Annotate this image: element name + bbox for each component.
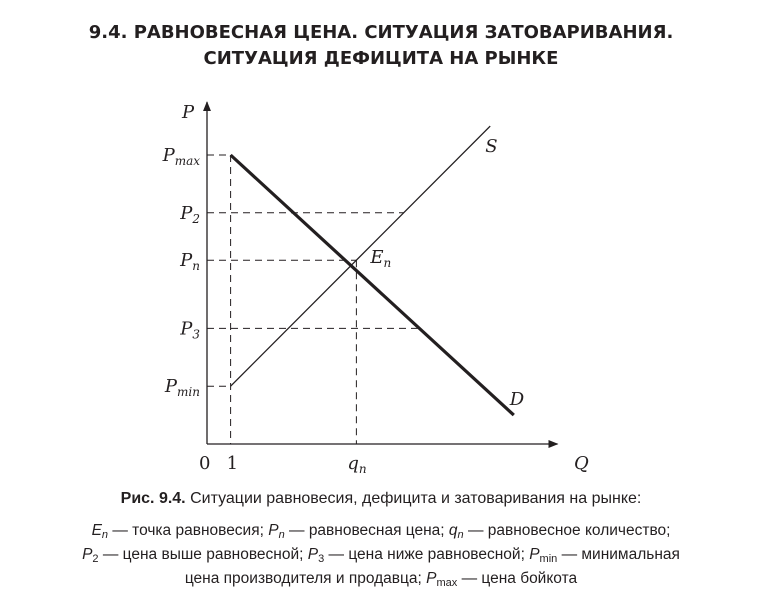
- heading-line-1: 9.4. РАВНОВЕСНАЯ ЦЕНА. СИТУАЦИЯ ЗАТОВАРИВАНИЯ.: [88, 22, 674, 43]
- tick-label-pn: $P_n$: [180, 250, 200, 274]
- origin-label: 0: [199, 453, 211, 474]
- tick-label-p3: $P_3$: [180, 318, 200, 342]
- figure-caption-title: [0, 490, 762, 508]
- tick-label-1: 1: [226, 453, 239, 474]
- x-axis-label-q: Q: [574, 453, 589, 474]
- tick-label-pmax: $P_{max}$: [162, 145, 200, 168]
- heading-line-2: СИТУАЦИЯ ДЕФИЦИТА НА РЫНКЕ: [203, 48, 559, 69]
- tick-label-pmin: $P_{min}$: [164, 376, 200, 400]
- figure-caption-text: Ситуации равновесия, дефицита и затоваривания на рынке:: [185, 490, 642, 507]
- caption-line-3: $P_2$ — цена выше равновесной; $P_3$ — цена ниже равновесной; $P_{min}$ — минимальная: [82, 546, 680, 565]
- tick-label-qn: $q_n$: [347, 453, 367, 476]
- y-axis-label-p: P: [182, 102, 195, 123]
- curve-label-s: S: [485, 136, 498, 158]
- tick-label-p2: $P_2$: [180, 202, 200, 226]
- demand-curve-d: [231, 155, 514, 415]
- caption-line-4: цена производителя и продавца; $P_{max}$ — цена бойкота: [184, 570, 578, 589]
- curve-label-d: D: [509, 389, 525, 411]
- equilibrium-label-en: $E_n$: [370, 247, 392, 271]
- figure-caption-label: Рис. 9.4.: [120, 490, 186, 507]
- supply-curve-s: [231, 126, 491, 386]
- caption-line-2: $E_n$ — точка равновесия; $P_n$ — равновесная цена; $q_n$ — равновесное количество;: [91, 522, 671, 541]
